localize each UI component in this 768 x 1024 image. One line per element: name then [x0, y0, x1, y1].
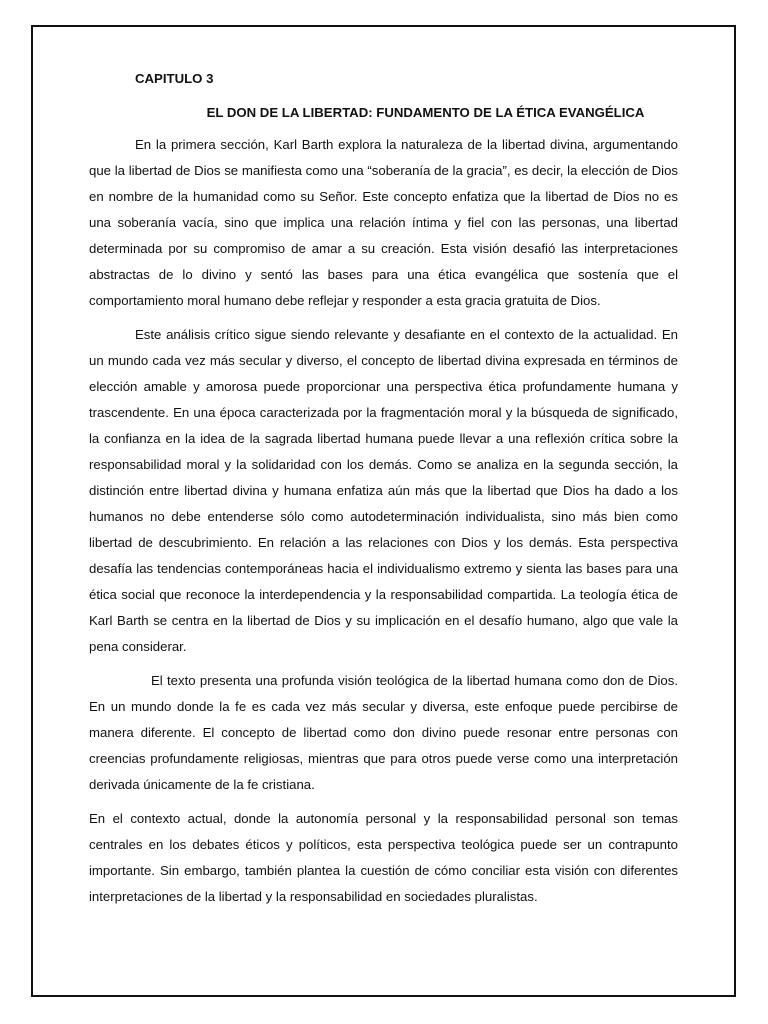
chapter-title: EL DON DE LA LIBERTAD: FUNDAMENTO DE LA ÉTICA EVANGÉLICA	[206, 105, 645, 120]
chapter-label: CAPITULO 3	[135, 71, 214, 86]
paragraph-4: En el contexto actual, donde la autonomía personal y la responsabilidad personal son temas centrales en los debates éticos y políticos, esta perspectiva teológica puede ser un contrapunto importante. Sin embargo, también plantea la cuestión de cómo conciliar esta visión con diferentes interpretaciones de la libertad y la responsabilidad en sociedades pluralistas.	[89, 811, 678, 904]
paragraph-2: Este análisis crítico sigue siendo relevante y desafiante en el contexto de la actualidad. En un mundo cada vez más secular y diverso, el concepto de libertad divina expresada en términos de elección amable y amorosa puede proporcionar una perspectiva ética profundamente humana y trascendente. En una época caracterizada por la fragmentación moral y la búsqueda de significado, la confianza en la idea de la sagrada libertad humana puede llevar a una reflexión crítica sobre la responsabilidad moral y la solidaridad con los demás. Como se analiza en la segunda sección, la distinción entre libertad divina y humana enfatiza aún más que la libertad que Dios ha dado a los humanos no debe entenderse sólo como autodeterminación individualista, sino más bien como libertad de descubrimiento. En relación a las relaciones con Dios y los demás. Esta perspectiva desafía las tendencias contemporáneas hacia el individualismo extremo y sienta las bases para una ética social que reconoce la interdependencia y la responsabilidad compartida. La teología ética de Karl Barth se centra en la libertad de Dios y su implicación en el desafío humano, algo que vale la pena considerar.	[89, 327, 678, 654]
paragraph-1: En la primera sección, Karl Barth explora la naturaleza de la libertad divina, argumentando que la libertad de Dios se manifiesta como una “soberanía de la gracia”, es decir, la elección de Dios en nombre de la humanidad como su Señor. Este concepto enfatiza que la libertad de Dios no es una soberanía vacía, sino que implica una relación íntima y fiel con las personas, una libertad determinada por su compromiso de amar a su creación. Esta visión desafió las interpretaciones abstractas de lo divino y sentó las bases para una ética evangélica que sostenía que el comportamiento moral humano debe reflejar y responder a esta gracia gratuita de Dios.	[89, 137, 678, 308]
document-body	[89, 64, 678, 910]
paragraph-3: El texto presenta una profunda visión teológica de la libertad humana como don de Dios. En un mundo donde la fe es cada vez más secular y diversa, este enfoque puede percibirse de manera diferente. El concepto de libertad como don divino puede resonar entre personas con creencias profundamente religiosas, mientras que para otros puede verse como una interpretación derivada únicamente de la fe cristiana.	[89, 673, 678, 792]
